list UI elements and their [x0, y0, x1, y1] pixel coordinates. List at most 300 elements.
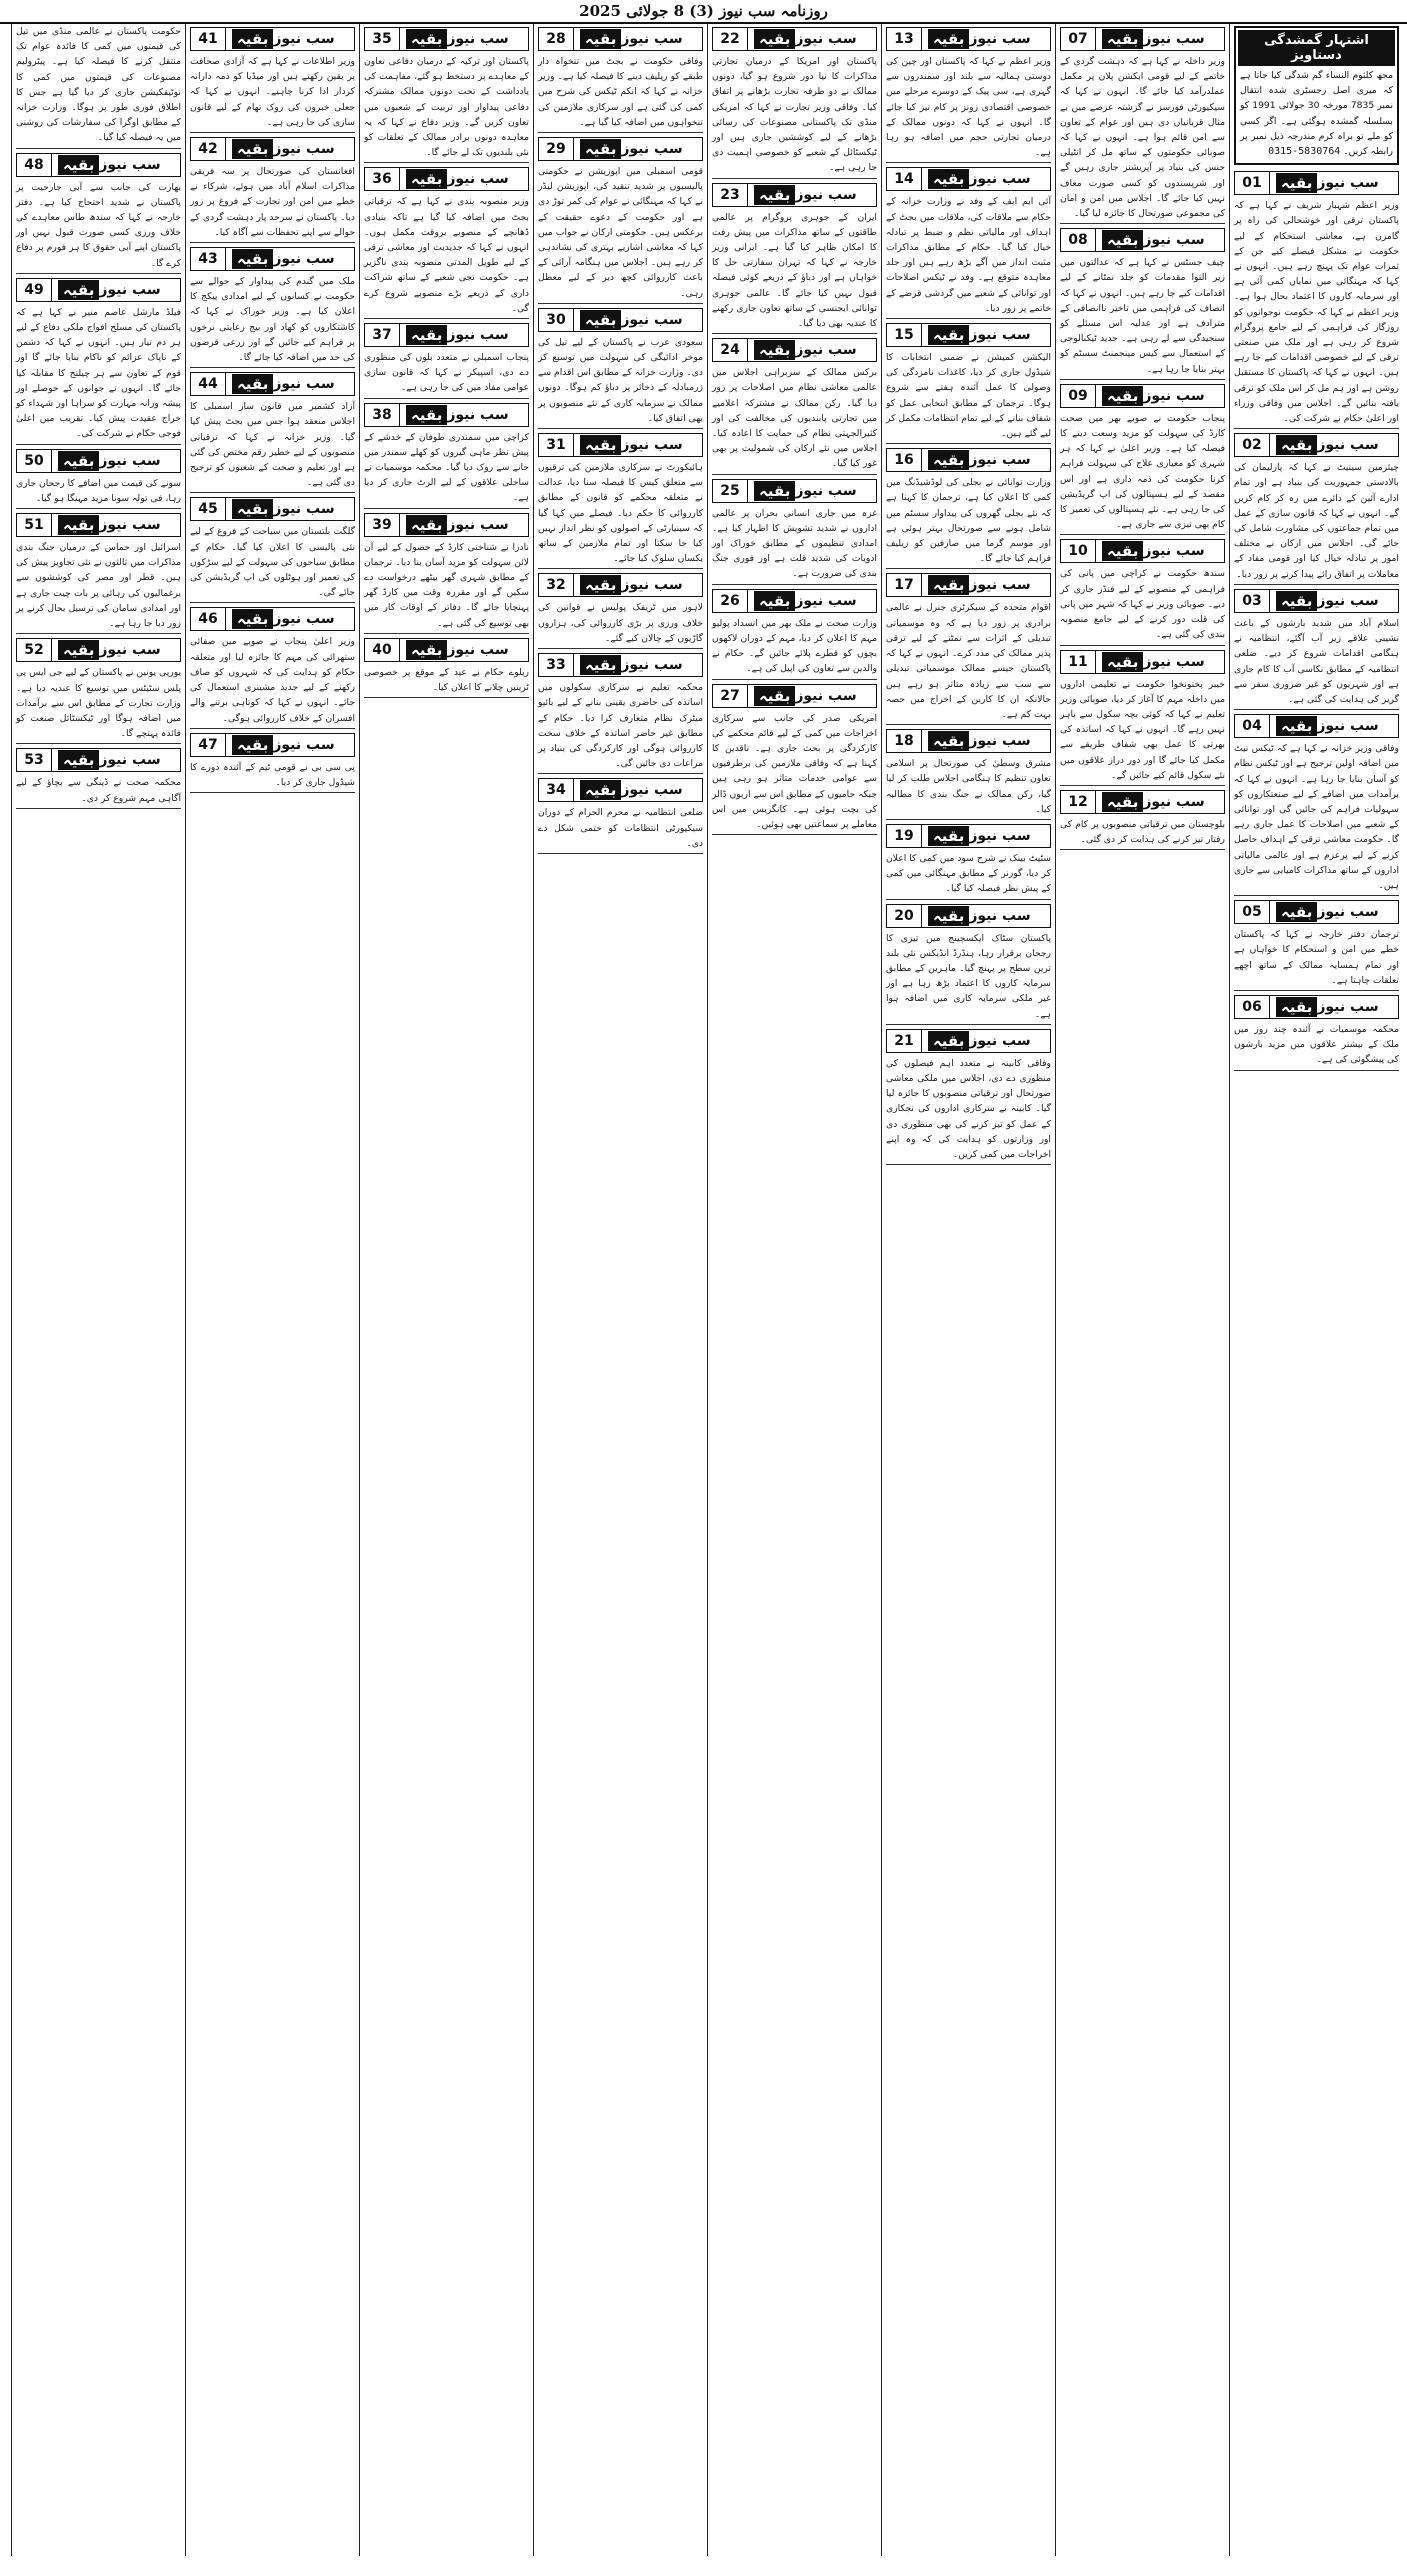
continuation-header [190, 607, 355, 631]
continuation-number: 53 [17, 749, 52, 771]
continuation-label: سب نیوز [1143, 387, 1205, 404]
continuation-label: سب نیوز [273, 251, 335, 268]
continuation-number: 04 [1235, 715, 1270, 737]
article-divider [538, 303, 703, 304]
article-text: کراچی میں سمندری طوفان کے خدشے کے پیش نظر ماہی گیروں کو کھلے سمندر میں جانے سے روک دیا گیا۔ محکمہ موسمیات نے ساحلی علاقوں کے لیے الرٹ جاری کر دیا ہے۔ [364, 431, 529, 504]
baqiya-tag: بقیہ [58, 451, 99, 471]
continuation-header [886, 1029, 1051, 1053]
continuation-label: سب نیوز [99, 642, 161, 659]
continuation-label: سب نیوز [447, 516, 509, 533]
continuation-number: 21 [887, 1030, 922, 1052]
continuation-label: سب نیوز [1143, 793, 1205, 810]
continuation-label: سب نیوز [1317, 175, 1379, 192]
baqiya-tag: بقیہ [1102, 792, 1143, 812]
continuation-number: 46 [191, 608, 226, 630]
continuation-header [1234, 589, 1399, 613]
continuation-label: سب نیوز [447, 171, 509, 188]
article-text: پی سی بی نے قومی ٹیم کے آئندہ دورے کا شیڈول جاری کر دیا۔ [190, 761, 355, 788]
article-text: وزیر اعظم شہباز شریف نے کہا ہے کہ پاکستان ترقی اور خوشحالی کی راہ پر گامزن ہے، معاشی استحکام کے لیے حکومت نے مشکل فیصلے کیے جن کے ثمرات عوام تک پہنچ رہے ہیں۔ انہوں نے کہا کہ مہنگائی میں نمایاں کمی آئی ہے اور سرمایہ کاروں کا اعتماد بحال ہوا ہے۔ وزیر اعظم نے کہا کہ حکومت نوجوانوں کو روزگار کی فراہمی کے لیے جامع پروگرام شروع کر رہی ہے اور ملک میں صنعتی ترقی کے لیے خصوصی اقدامات کیے جا رہے ہیں۔ انہوں نے کہا کہ پاکستان کا مستقبل روشن ہے اور ہم مل کر اس ملک کو ترقی یافتہ بنائیں گے۔ اجلاس میں وفاقی وزراء اور اعلیٰ حکام نے شرکت کی۔ [1234, 200, 1399, 425]
continuation-header [1060, 790, 1225, 814]
article-divider [538, 853, 703, 854]
news-column-3 [881, 24, 1055, 2556]
continuation-header [1234, 171, 1399, 195]
continuation-label-wrap [52, 514, 180, 536]
article-divider [538, 132, 703, 133]
continuation-number: 09 [1061, 385, 1096, 407]
columns-container [4, 24, 1403, 2556]
baqiya-tag: بقیہ [928, 450, 969, 470]
continuation-header [1234, 433, 1399, 457]
article-text: محکمہ تعلیم نے سرکاری سکولوں میں اساتذہ کی حاضری یقینی بنانے کے لیے بائیو میٹرک نظام متعارف کرا دیا۔ حکام کے مطابق غیر حاضر اساتذہ کے خلاف سخت کارروائی ہوگی اور کارکردگی کی بنیاد پر مراعات دی جائیں گی۔ [538, 682, 703, 770]
ad-title: اشتہار گمشدگی دستاویز [1238, 30, 1395, 66]
baqiya-tag: بقیہ [1102, 29, 1143, 49]
article-text: وفاقی کابینہ نے متعدد اہم فیصلوں کی منظوری دے دی، اجلاس میں ملکی معاشی صورتحال اور ترقیاتی منصوبوں کا جائزہ لیا گیا۔ کابینہ نے سرکاری اداروں کی نجکاری کے عمل کو تیز کرنے کی بھی منظوری دی اور وزارتوں کو ہدایت کی کہ وہ اپنے اخراجات میں کمی کریں۔ [886, 1057, 1051, 1160]
continuation-header [712, 589, 877, 613]
continuation-label-wrap [922, 1030, 1050, 1052]
article-divider [190, 792, 355, 793]
continuation-header [886, 904, 1051, 928]
continuation-label-wrap [226, 734, 354, 756]
article-divider [190, 132, 355, 133]
continuation-number: 32 [539, 574, 574, 596]
continuation-label: سب نیوز [969, 171, 1031, 188]
continuation-block [1234, 900, 1399, 991]
continuation-header [538, 137, 703, 161]
continuation-label-wrap [52, 749, 180, 771]
continuation-block [190, 607, 355, 728]
continuation-label: سب نیوز [1143, 543, 1205, 560]
continuation-label-wrap [922, 168, 1050, 190]
article-divider [886, 1164, 1051, 1165]
continuation-number: 07 [1061, 28, 1096, 50]
article-text: اسرائیل اور حماس کے درمیان جنگ بندی مذاکرات میں ثالثوں نے نئی تجاویز پیش کی ہیں۔ قطر اور مصر کی کوششوں سے یرغمالیوں کی رہائی پر بات چیت جاری ہے اور امدادی سامان کی ترسیل بحال کرنے پر زور دیا جا رہا ہے۔ [16, 542, 181, 630]
baqiya-tag: بقیہ [1276, 902, 1317, 922]
article-text: امریکی صدر کی جانب سے سرکاری اخراجات میں کمی کے لیے قائم محکمے کی کارکردگی پر بحث جاری ہے۔ ناقدین کا کہنا ہے کہ وفاقی ملازمین کی برطرفیوں سے عوامی خدمات متاثر ہو رہی ہیں جبکہ حامیوں کے مطابق اس سے اربوں ڈالر کی بچت ہوئی ہے۔ کانگریس میں اس معاملے پر سماعتیں بھی ہوئیں۔ [712, 712, 877, 830]
news-column-4 [707, 24, 881, 2556]
article-divider [1060, 645, 1225, 646]
continuation-label-wrap [52, 639, 180, 661]
article-text: وزیر اعلیٰ پنجاب نے صوبے میں صفائی ستھرائی کی مہم کا جائزہ لیا اور متعلقہ حکام کو ہدایت کی کہ شہروں کو صاف رکھنے کے لیے جدید مشینری استعمال کی جائے۔ انہوں نے کہا کہ کوتاہی برتنے والے افسران کے خلاف کارروائی ہوگی۔ [190, 636, 355, 724]
baqiya-tag: بقیہ [928, 169, 969, 189]
article-text: ملک میں گندم کی پیداوار کے حوالے سے حکومت نے کسانوں کے لیے امدادی پیکج کا اعلان کیا ہے۔ وزیر خوراک نے کہا کہ کاشتکاروں کو کھاد اور بیج رعایتی نرخوں پر فراہم کیے جائیں گے اور زرعی قرضوں کی حد میں اضافہ کیا جائے گا۔ [190, 276, 355, 364]
continuation-block [886, 904, 1051, 1025]
continuation-label-wrap [1096, 385, 1224, 407]
continuation-block [16, 24, 181, 149]
continuation-block [16, 513, 181, 634]
continuation-label-wrap [748, 339, 876, 361]
baqiya-tag: بقیہ [406, 169, 447, 189]
continuation-number: 08 [1061, 229, 1096, 251]
continuation-label: سب نیوز [795, 342, 857, 359]
baqiya-tag: بقیہ [928, 1031, 969, 1051]
continuation-header [1060, 650, 1225, 674]
continuation-block [364, 323, 529, 399]
continuation-block [364, 638, 529, 698]
continuation-label-wrap [400, 404, 528, 426]
news-column-8 [11, 24, 185, 2556]
article-divider [712, 474, 877, 475]
article-divider [16, 743, 181, 744]
continuation-label: سب نیوز [99, 452, 161, 469]
baqiya-tag: بقیہ [928, 575, 969, 595]
article-text: آزاد کشمیر میں قانون ساز اسمبلی کا اجلاس منعقد ہوا جس میں بجٹ پیش کیا گیا۔ وزیر خزانہ نے کہا کہ ترقیاتی منصوبوں کے لیے خطیر رقم مختص کی گئی ہے اور تعلیم و صحت کے شعبوں کو ترجیح دی گئی ہے۔ [190, 401, 355, 489]
continuation-label: سب نیوز [621, 782, 683, 799]
continuation-label-wrap [574, 309, 702, 331]
article-text: برکس ممالک کے سربراہی اجلاس میں عالمی معاشی نظام میں اصلاحات پر زور دیا گیا۔ رکن ممالک نے مشترکہ اعلامیے میں تجارتی پابندیوں کی مخالفت کی اور کثیرالجہتی نظام کی حمایت کا اعادہ کیا۔ اجلاس میں نئے ارکان کی شمولیت پر بھی غور کیا گیا۔ [712, 367, 877, 470]
continuation-label-wrap [226, 138, 354, 160]
continuation-label: سب نیوز [969, 31, 1031, 47]
article-text: بھارت کی جانب سے آبی جارحیت پر پاکستان نے شدید احتجاج کیا ہے۔ دفتر خارجہ نے کہا کہ سندھ طاس معاہدے کی خلاف ورزی کسی صورت قبول نہیں اور پاکستان اپنے آبی حقوق کا ہر فورم پر دفاع کرے گا۔ [16, 181, 181, 269]
continuation-header [712, 479, 877, 503]
continuation-number: 14 [887, 168, 922, 190]
continuation-label-wrap [574, 779, 702, 801]
continuation-number: 23 [713, 184, 748, 206]
continuation-label: سب نیوز [273, 736, 335, 753]
news-column-2 [1055, 24, 1229, 2556]
baqiya-tag: بقیہ [406, 515, 447, 535]
article-text: پنجاب حکومت نے صوبے بھر میں صحت کارڈ کی سہولت کو مزید وسعت دینے کا فیصلہ کیا ہے۔ وزیر اعلیٰ نے کہا کہ ہر شہری کو معیاری علاج کی سہولت فراہم کرنا حکومت کی ذمہ داری ہے اور اس مقصد کے لیے ہسپتالوں کی اپ گریڈیشن کی جا رہی ہے۔ نئے ہسپتالوں کی تعمیر کا کام بھی تیزی سے جاری ہے۔ [1060, 412, 1225, 531]
continuation-label-wrap [1096, 229, 1224, 251]
continuation-header [886, 27, 1051, 51]
continuation-label-wrap [400, 324, 528, 346]
continuation-block [190, 27, 355, 133]
continuation-label-wrap [748, 590, 876, 612]
continuation-number: 31 [539, 434, 574, 456]
continuation-label-wrap [226, 608, 354, 630]
article-text: چیئرمین سینیٹ نے کہا کہ پارلیمان کی بالادستی جمہوریت کی بنیاد ہے اور تمام ادارے آئین کے دائرے میں رہ کر کام کریں گے۔ انہوں نے کہا کہ قانون سازی کے عمل میں تمام جماعتوں کی مشاورت شامل کی جائے گی۔ اجلاس میں ارکان نے مختلف امور پر تبادلہ خیال کیا اور قومی مفاد کے معاملات پر اتفاق رائے پیدا کرنے پر زور دیا۔ [1234, 462, 1399, 580]
article-divider [16, 808, 181, 809]
article-text: پاکستان اور امریکا کے درمیان تجارتی مذاکرات کا نیا دور شروع ہو گیا، دونوں ممالک نے دو طرفہ تجارت بڑھانے پر اتفاق کیا۔ وفاقی وزیر تجارت نے کہا کہ امریکی منڈی تک پاکستانی مصنوعات کی رسائی بڑھانے کے لیے کوششیں جاری ہیں اور ٹیکسٹائل کے شعبے کو خصوصی اہمیت دی جا رہی ہے۔ [712, 56, 877, 174]
article-divider [886, 724, 1051, 725]
continuation-header [538, 27, 703, 51]
continuation-header [538, 308, 703, 332]
article-text: محکمہ صحت نے ڈینگی سے بچاؤ کے لیے آگاہی مہم شروع کر دی۔ [16, 777, 181, 804]
continuation-block [712, 479, 877, 585]
article-divider [16, 508, 181, 509]
continuation-label-wrap [226, 28, 354, 50]
article-text: وفاقی وزیر خزانہ نے کہا ہے کہ ٹیکس نیٹ میں اضافہ اولین ترجیح ہے اور ٹیکس نظام کو آسان بنایا جا رہا ہے۔ انہوں نے کہا کہ برآمدات میں اضافے کے لیے صنعتکاروں کو سہولیات فراہم کی جائیں گی اور توانائی کے شعبے میں اصلاحات کا عمل جاری رہے گا۔ حکومت معاشی ترقی کے اہداف حاصل کرنے کے لیے پرعزم ہے اور عالمی مالیاتی اداروں کے ساتھ مذاکرات کامیابی سے جاری ہیں۔ [1234, 743, 1399, 891]
continuation-number: 28 [539, 28, 574, 50]
continuation-label: سب نیوز [99, 281, 161, 298]
continuation-block [16, 748, 181, 808]
continuation-number: 43 [191, 248, 226, 270]
article-divider [712, 333, 877, 334]
continuation-label: سب نیوز [447, 406, 509, 423]
continuation-label: سب نیوز [1317, 592, 1379, 609]
article-divider [364, 633, 529, 634]
continuation-header [190, 27, 355, 51]
article-divider [886, 443, 1051, 444]
continuation-block [538, 653, 703, 774]
continuation-number: 27 [713, 685, 748, 707]
continuation-block [712, 684, 877, 836]
continuation-number: 20 [887, 905, 922, 927]
continuation-label: سب نیوز [621, 141, 683, 158]
article-text: الیکشن کمیشن نے ضمنی انتخابات کا شیڈول جاری کر دیا، کاغذات نامزدگی کی وصولی کا عمل آئندہ ہفتے سے شروع ہوگا۔ ترجمان کے مطابق انتخابی عمل کو شفاف بنانے کے لیے تمام انتظامات مکمل کر لیے گئے ہیں۔ [886, 352, 1051, 440]
article-divider [538, 568, 703, 569]
continuation-label-wrap [748, 28, 876, 50]
article-divider [886, 162, 1051, 163]
baqiya-tag: بقیہ [232, 499, 273, 519]
baqiya-tag: بقیہ [232, 735, 273, 755]
continuation-block [364, 513, 529, 634]
article-text: وزیر داخلہ نے کہا ہے کہ دہشت گردی کے خاتمے کے لیے قومی ایکشن پلان پر مکمل عملدرآمد کیا جائے گا۔ انہوں نے کہا کہ سیکیورٹی فورسز نے گزشتہ عرصے میں بے مثال قربانیاں دی ہیں اور عوام کے تعاون سے امن قائم ہوا ہے۔ انہوں نے کہا کہ صوبائی حکومتوں کے ساتھ مل کر انٹیلی جنس کی بنیاد پر آپریشنز جاری رہیں گے اور شرپسندوں کو کسی صورت معاف نہیں کیا جائے گا۔ اجلاس میں امن و امان کی مجموعی صورتحال کا جائزہ لیا گیا۔ [1060, 56, 1225, 220]
baqiya-tag: بقیہ [580, 655, 621, 675]
continuation-label: سب نیوز [969, 733, 1031, 750]
article-text: پنجاب اسمبلی نے متعدد بلوں کی منظوری دے دی، اسپیکر نے کہا کہ قانون سازی عوامی مفاد میں کی جا رہی ہے۔ [364, 352, 529, 394]
continuation-header [712, 27, 877, 51]
continuation-block [886, 824, 1051, 900]
continuation-number: 52 [17, 639, 52, 661]
continuation-block [16, 638, 181, 744]
continuation-block [712, 183, 877, 335]
continuation-label: سب نیوز [969, 327, 1031, 344]
continuation-number: 03 [1235, 590, 1270, 612]
article-divider [1060, 534, 1225, 535]
continuation-number: 12 [1061, 791, 1096, 813]
continuation-block [190, 247, 355, 368]
continuation-label: سب نیوز [969, 452, 1031, 469]
continuation-block [1060, 539, 1225, 645]
continuation-block [712, 589, 877, 680]
article-divider [712, 679, 877, 680]
continuation-header [16, 278, 181, 302]
continuation-number: 11 [1061, 651, 1096, 673]
article-divider [364, 162, 529, 163]
baqiya-tag: بقیہ [580, 780, 621, 800]
continuation-block [364, 27, 529, 163]
baqiya-tag: بقیہ [1102, 652, 1143, 672]
article-divider [1234, 990, 1399, 991]
continuation-header [886, 167, 1051, 191]
continuation-label: سب نیوز [1143, 653, 1205, 670]
continuation-block [1060, 650, 1225, 786]
article-text: سونے کی قیمت میں اضافے کا رجحان جاری رہا، فی تولہ سونا مزید مہنگا ہو گیا۔ [16, 477, 181, 504]
continuation-label-wrap [52, 450, 180, 472]
continuation-number: 34 [539, 779, 574, 801]
article-text: یورپی یونین نے پاکستان کے لیے جی ایس پی پلس سٹیٹس میں توسیع کا عندیہ دیا ہے۔ وزارت تجارت کے مطابق اس سے برآمدات میں اضافہ ہوگا اور ٹیکسٹائل صنعت کو فائدہ پہنچے گا۔ [16, 667, 181, 740]
article-divider [538, 648, 703, 649]
continuation-number: 33 [539, 654, 574, 676]
continuation-header [364, 638, 529, 662]
continuation-label-wrap [226, 373, 354, 395]
continuation-number: 40 [365, 639, 400, 661]
article-text: سٹیٹ بینک نے شرح سود میں کمی کا اعلان کر دیا، گورنر کے مطابق مہنگائی میں کمی کے پیش نظر فیصلہ کیا گیا۔ [886, 852, 1051, 895]
continuation-block [538, 433, 703, 569]
continuation-label-wrap [52, 279, 180, 301]
continuation-label: سب نیوز [1143, 232, 1205, 249]
continuation-number: 19 [887, 825, 922, 847]
continuation-number: 44 [191, 373, 226, 395]
article-text: پاکستان اور ترکیہ کے درمیان دفاعی تعاون کے معاہدے پر دستخط ہو گئے، مفاہمت کی یادداشت کے تحت دونوں ممالک مشترکہ دفاعی پیداوار اور تربیت کے شعبوں میں تعاون کریں گے۔ وزیر دفاع نے کہا کہ یہ معاہدہ دونوں برادر ممالک کے تعلقات کو نئی بلندیوں تک لے جائے گا۔ [364, 56, 529, 159]
continuation-header [16, 513, 181, 537]
continuation-label: سب نیوز [1317, 718, 1379, 735]
continuation-block [712, 338, 877, 474]
continuation-block [1060, 790, 1225, 850]
continuation-number: 41 [191, 28, 226, 50]
continuation-label-wrap [1270, 996, 1398, 1018]
continuation-number: 15 [887, 324, 922, 346]
article-divider [364, 697, 529, 698]
continuation-number: 05 [1235, 901, 1270, 923]
continuation-header [886, 448, 1051, 472]
article-divider [538, 773, 703, 774]
continuation-block [190, 733, 355, 793]
continuation-header [364, 27, 529, 51]
continuation-header [190, 733, 355, 757]
continuation-header [16, 449, 181, 473]
continuation-header [538, 573, 703, 597]
continuation-number: 42 [191, 138, 226, 160]
continuation-label: سب نیوز [273, 376, 335, 393]
news-column-1 [1229, 24, 1403, 2556]
article-divider [16, 273, 181, 274]
article-divider [886, 899, 1051, 900]
baqiya-tag: بقیہ [232, 139, 273, 159]
continuation-header [712, 684, 877, 708]
continuation-header [538, 653, 703, 677]
article-divider [364, 318, 529, 319]
baqiya-tag: بقیہ [58, 155, 99, 175]
continuation-label-wrap [1270, 715, 1398, 737]
continuation-label-wrap [748, 184, 876, 206]
continuation-block [886, 1029, 1051, 1165]
news-column-5 [533, 24, 707, 2556]
baqiya-tag: بقیہ [1102, 541, 1143, 561]
baqiya-tag: بقیہ [928, 29, 969, 49]
article-divider [190, 367, 355, 368]
article-divider [1234, 895, 1399, 896]
continuation-header [712, 338, 877, 362]
baqiya-tag: بقیہ [406, 640, 447, 660]
baqiya-tag: بقیہ [232, 29, 273, 49]
continuation-label-wrap [922, 730, 1050, 752]
continuation-number: 35 [365, 28, 400, 50]
continuation-label: سب نیوز [273, 31, 335, 47]
continuation-header [16, 638, 181, 662]
continuation-label: سب نیوز [621, 311, 683, 328]
article-text: قومی اسمبلی میں اپوزیشن نے حکومتی پالیسیوں پر شدید تنقید کی، اپوزیشن لیڈر نے کہا کہ مہنگائی نے عوام کی کمر توڑ دی ہے اور حکومت کے دعوے حقیقت کے برعکس ہیں۔ حکومتی ارکان نے جواب میں کہا کہ معاشی اشاریے بہتری کی نشاندہی کر رہے ہیں۔ اجلاس میں ہنگامہ آرائی کے باعث کارروائی کچھ دیر کے لیے معطل رہی۔ [538, 166, 703, 299]
ad-text [1238, 66, 1395, 161]
ad-body: مجھ کلثوم النساء گم شدگی کیا جاتا ہے کہ میری اصل رجسٹری شدہ انتقال نمبر 7835 مورخہ 30 جولائی 1991 کو بسلسلہ گمشدہ ہوگئی ہے۔ اگر کسی کو ملے تو براہ کرم مندرجہ ذیل نمبر پر رابطہ کریں۔ [1240, 70, 1393, 158]
continuation-label-wrap [226, 498, 354, 520]
continuation-label-wrap [1096, 28, 1224, 50]
continuation-label-wrap [400, 514, 528, 536]
article-divider [1234, 709, 1399, 710]
baqiya-tag: بقیہ [58, 750, 99, 770]
continuation-label: سب نیوز [969, 1032, 1031, 1049]
continuation-label: سب نیوز [795, 687, 857, 704]
baqiya-tag: بقیہ [58, 515, 99, 535]
ad-phone: 0315-5830764 [1268, 146, 1341, 158]
continuation-label-wrap [922, 905, 1050, 927]
continuation-label-wrap [574, 574, 702, 596]
continuation-header [1060, 539, 1225, 563]
continuation-number: 10 [1061, 540, 1096, 562]
continuation-header [538, 778, 703, 802]
baqiya-tag: بقیہ [928, 731, 969, 751]
continuation-header [1060, 27, 1225, 51]
continuation-label-wrap [922, 574, 1050, 596]
article-text: وزیر منصوبہ بندی نے کہا ہے کہ ترقیاتی بجٹ میں اضافہ کیا گیا ہے تاکہ بنیادی ڈھانچے کے منصوبے بروقت مکمل ہوں۔ انہوں نے کہا کہ جدیدیت اور معاشی ترقی کے لیے طویل المدتی منصوبہ بندی ناگزیر ہے۔ حکومت نجی شعبے کے ساتھ شراکت داری کے ذریعے بڑے منصوبے شروع کرے گی۔ [364, 196, 529, 314]
continuation-header [16, 153, 181, 177]
continuation-header [1060, 228, 1225, 252]
article-text: حکومت پاکستان نے عالمی منڈی میں تیل کی قیمتوں میں کمی کا فائدہ عوام تک منتقل کرنے کا فیصلہ کیا ہے۔ پیٹرولیم مصنوعات کی قیمتوں میں کمی کا نوٹیفکیشن جاری کر دیا گیا ہے جس کا اطلاق فوری طور پر ہوگا۔ وزارت خزانہ کے مطابق اوگرا کی سفارشات کی روشنی میں یہ فیصلہ کیا گیا۔ [16, 26, 181, 144]
continuation-header [712, 183, 877, 207]
continuation-label: سب نیوز [795, 592, 857, 609]
continuation-header [364, 513, 529, 537]
baqiya-tag: بقیہ [58, 640, 99, 660]
continuation-label-wrap [922, 825, 1050, 847]
article-divider [1060, 379, 1225, 380]
continuation-label-wrap [1096, 651, 1224, 673]
baqiya-tag: بقیہ [232, 249, 273, 269]
baqiya-tag: بقیہ [580, 575, 621, 595]
article-text: نادرا نے شناختی کارڈ کے حصول کے لیے آن لائن سہولت کو مزید آسان بنا دیا۔ ترجمان کے مطابق شہری گھر بیٹھے درخواست دے سکیں گے اور مقررہ وقت میں کارڈ گھر پہنچایا جائے گا۔ دفاتر کے اوقات کار میں بھی توسیع کی گئی ہے۔ [364, 541, 529, 629]
continuation-label: سب نیوز [447, 641, 509, 658]
article-divider [364, 398, 529, 399]
article-divider [712, 178, 877, 179]
baqiya-tag: بقیہ [754, 340, 795, 360]
baqiya-tag: بقیہ [406, 325, 447, 345]
baqiya-tag: بقیہ [928, 325, 969, 345]
continuation-label: سب نیوز [447, 31, 509, 47]
baqiya-tag: بقیہ [580, 29, 621, 49]
continuation-block [886, 167, 1051, 319]
continuation-number: 39 [365, 514, 400, 536]
baqiya-tag: بقیہ [1276, 173, 1317, 193]
continuation-label: سب نیوز [1143, 31, 1205, 47]
continuation-number: 13 [887, 28, 922, 50]
continuation-block [538, 573, 703, 649]
baqiya-tag: بقیہ [754, 591, 795, 611]
continuation-block [190, 137, 355, 243]
continuation-block [886, 729, 1051, 820]
article-divider [1234, 428, 1399, 429]
article-text: پاکستان سٹاک ایکسچینج میں تیزی کا رجحان برقرار رہا، ہنڈرڈ انڈیکس نئی بلند ترین سطح پر پہنچ گیا۔ ماہرین کے مطابق سرمایہ کاروں کا اعتماد بڑھ رہا ہے اور غیر ملکی سرمایہ کاری میں اضافہ ہوا ہے۔ [886, 932, 1051, 1020]
continuation-label-wrap [574, 138, 702, 160]
continuation-number: 18 [887, 730, 922, 752]
continuation-label: سب نیوز [969, 577, 1031, 594]
article-divider [886, 819, 1051, 820]
article-divider [712, 584, 877, 585]
article-divider [538, 428, 703, 429]
baqiya-tag: بقیہ [1276, 435, 1317, 455]
continuation-label: سب نیوز [969, 827, 1031, 844]
continuation-number: 38 [365, 404, 400, 426]
continuation-label-wrap [400, 168, 528, 190]
baqiya-tag: بقیہ [58, 280, 99, 300]
continuation-label-wrap [922, 449, 1050, 471]
article-text: لاہور میں ٹریفک پولیس نے قوانین کی خلاف ورزی پر بڑی کارروائی کی، ہزاروں گاڑیوں کے چالان کیے گئے۔ [538, 602, 703, 644]
article-text: ایران کے جوہری پروگرام پر عالمی طاقتوں کے ساتھ مذاکرات میں پیش رفت کا امکان ظاہر کیا گیا ہے۔ ایرانی وزیر خارجہ نے کہا کہ تہران سفارتی حل کا خواہاں ہے اور دباؤ کے ذریعے کوئی فیصلہ قبول نہیں کیا جائے گا۔ عالمی جوہری توانائی ایجنسی کے ساتھ تعاون جاری رکھنے کا عندیہ بھی دیا گیا۔ [712, 211, 877, 330]
baqiya-tag: بقیہ [232, 609, 273, 629]
article-text: وفاقی حکومت نے بجٹ میں تنخواہ دار طبقے کو ریلیف دینے کا فیصلہ کیا ہے۔ وزیر خزانہ نے کہا کہ انکم ٹیکس کی شرح میں کمی کی گئی ہے اور سرکاری ملازمین کی تنخواہوں میں اضافہ کیا گیا ہے۔ [538, 56, 703, 128]
continuation-label: سب نیوز [99, 517, 161, 534]
continuation-block [538, 308, 703, 429]
article-text: وزیر اعظم نے کہا کہ پاکستان اور چین کی دوستی ہمالیہ سے بلند اور سمندروں سے گہری ہے، سی پیک کے دوسرے مرحلے میں خصوصی اقتصادی زونز پر کام تیز کیا جائے گا۔ انہوں نے کہا کہ دونوں ممالک کے درمیان تجارتی حجم میں اضافہ ہو رہا ہے۔ [886, 56, 1051, 159]
baqiya-tag: بقیہ [754, 29, 795, 49]
article-text: وزیر اطلاعات نے کہا ہے کہ آزادی صحافت پر یقین رکھتے ہیں اور میڈیا کو ذمہ دارانہ کردار ادا کرنا چاہیے۔ انہوں نے کہا کہ جعلی خبروں کی روک تھام کے لیے قانون سازی کی جا رہی ہے۔ [190, 56, 355, 128]
article-divider [190, 492, 355, 493]
continuation-block [1060, 27, 1225, 224]
baqiya-tag: بقیہ [754, 686, 795, 706]
continuation-label-wrap [922, 28, 1050, 50]
article-text: محکمہ موسمیات نے آئندہ چند روز میں ملک کے بیشتر علاقوں میں مزید بارشوں کی پیشگوئی کی ہے۔ [1234, 1023, 1399, 1066]
article-divider [190, 242, 355, 243]
continuation-header [1234, 714, 1399, 738]
continuation-header [886, 824, 1051, 848]
